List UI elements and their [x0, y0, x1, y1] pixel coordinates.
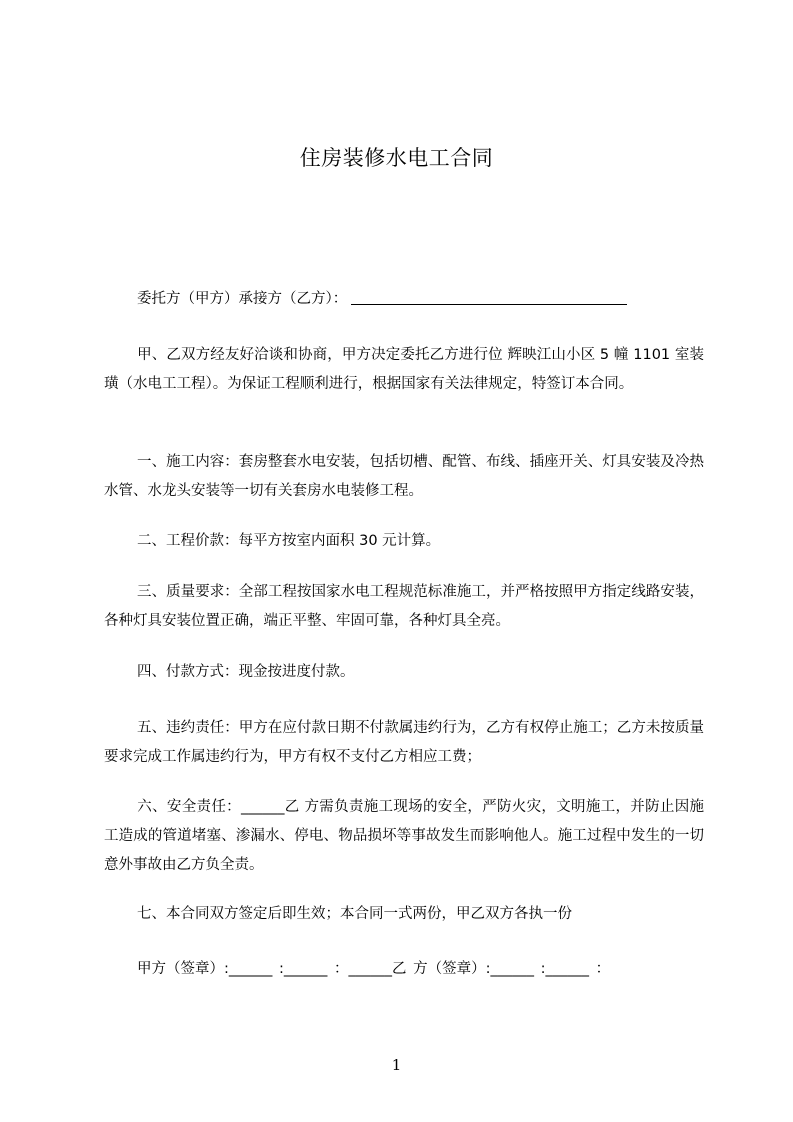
clause-6-text: 六、安全责任：______乙 方需负责施工现场的安全，严防火灾，文明施工，并防止因施工造成的管道堵塞、渗漏水、停电、物品损坏等事故发生而影响他人。施工过程中发生的一切意外事故由乙方负全责。	[104, 799, 704, 873]
clause-3	[104, 578, 704, 636]
clause-2-text: 二、工程价款：每平方按室内面积 30 元计算。	[137, 533, 441, 549]
intro-text: 甲、乙双方经友好洽谈和协商，甲方决定委托乙方进行位 辉映江山小区 5 幢 1101 室装璜（水电工工程）。为保证工程顺利进行，根据国家有关法律规定，特签订本合同。	[104, 347, 704, 392]
clause-4-text: 四、付款方式：现金按进度付款。	[137, 664, 355, 680]
clause-7-text: 七、本合同双方签定后即生效；本合同一式两份，甲乙双方各执一份	[137, 906, 572, 922]
clause-6	[104, 793, 704, 880]
clause-1	[104, 448, 704, 506]
page-number: 1	[391, 1056, 402, 1074]
document-title: 住房装修水电工合同	[299, 146, 494, 170]
clause-5-text: 五、违约责任：甲方在应付款日期不付款属违约行为，乙方有权停止施工；乙方未按质量要求完成工作属违约行为，甲方有权不支付乙方相应工费；	[104, 720, 704, 765]
clause-4	[104, 658, 704, 687]
clause-1-text: 一、施工内容：套房整套水电安装，包括切槽、配管、布线、插座开关、灯具安装及冷热水管、水龙头安装等一切有关套房水电装修工程。	[104, 454, 704, 499]
signature-text: 甲方（签章）:______ :______ ：______乙 方（签章）:______ :______ ：	[137, 961, 611, 977]
clause-2	[104, 527, 704, 556]
clause-5	[104, 714, 704, 772]
parties-blank	[351, 290, 627, 305]
parties-line	[104, 285, 704, 314]
signature-line	[104, 955, 704, 984]
clause-7	[104, 900, 704, 929]
clause-3-text: 三、质量要求：全部工程按国家水电工程规范标准施工，并严格按照甲方指定线路安装，各种灯具安装位置正确，端正平整、牢固可靠，各种灯具全亮。	[104, 584, 704, 629]
parties-label: 委托方（甲方）承接方（乙方）：	[137, 291, 348, 307]
intro-paragraph	[104, 341, 704, 399]
